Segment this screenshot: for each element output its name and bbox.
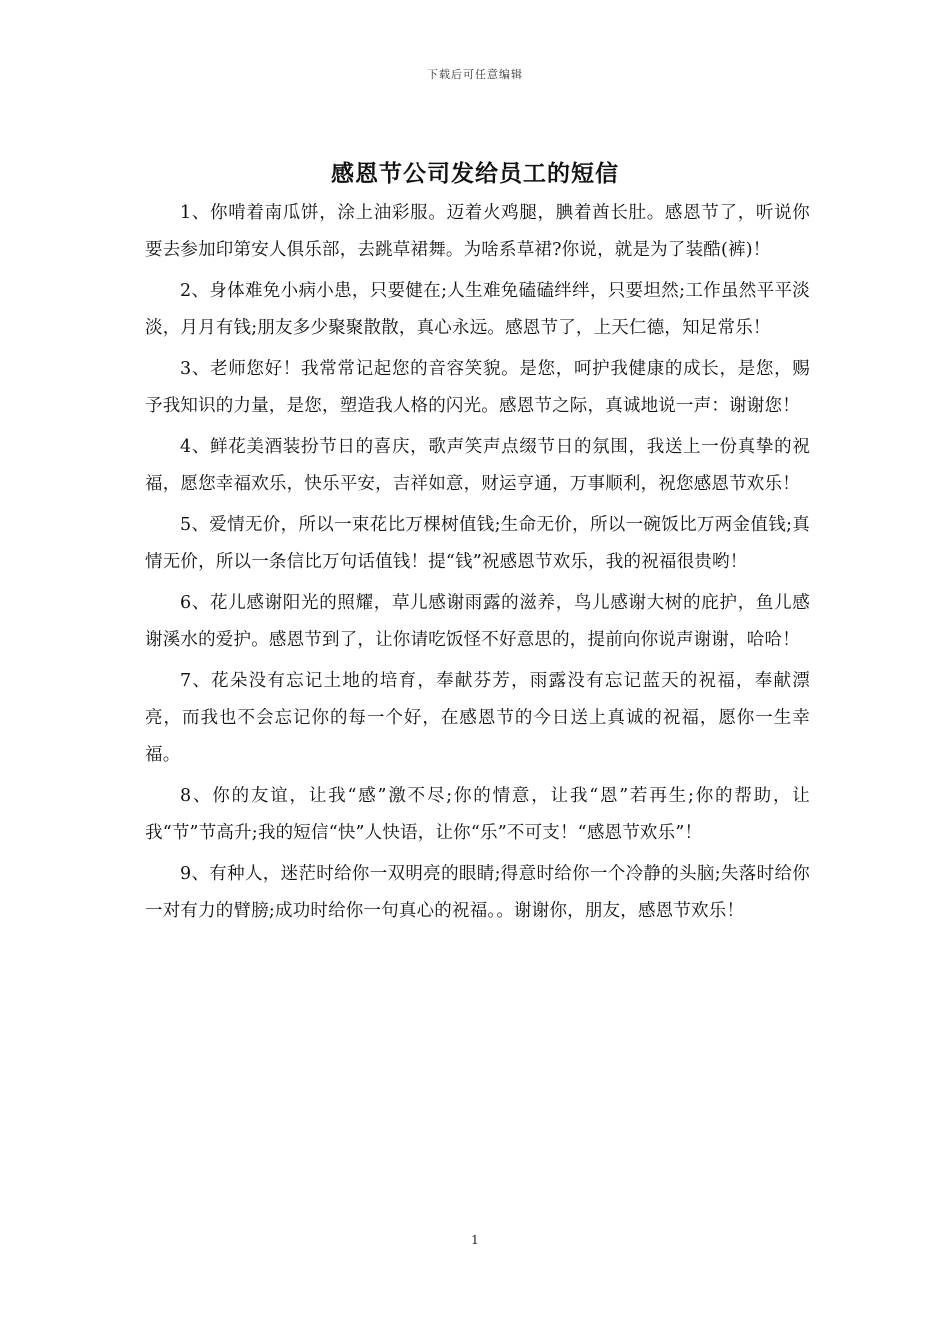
- paragraph-7: 7、花朵没有忘记土地的培育，奉献芬芳，雨露没有忘记蓝天的祝福，奉献漂亮，而我也不会忘记你的每一个好，在感恩节的今日送上真诚的祝福，愿你一生幸福。: [145, 671, 810, 765]
- document-body: [145, 195, 810, 934]
- paragraph-3: 3、老师您好！我常常记起您的音容笑貌。是您，呵护我健康的成长，是您，赐予我知识的力量，是您，塑造我人格的闪光。感恩节之际，真诚地说一声：谢谢您！: [145, 359, 810, 416]
- paragraph-1: 1、你啃着南瓜饼，涂上油彩服。迈着火鸡腿，腆着酋长肚。感恩节了，听说你要去参加印第安人俱乐部，去跳草裙舞。为啥系草裙?你说，就是为了装酷(裤)！: [145, 203, 810, 260]
- page-number: 1: [471, 1233, 479, 1247]
- paragraph-2: 2、身体难免小病小患，只要健在;人生难免磕磕绊绊，只要坦然;工作虽然平平淡淡，月月有钱;朋友多少聚聚散散，真心永远。感恩节了，上天仁德，知足常乐！: [145, 281, 810, 338]
- paragraph-8: 8、你的友谊，让我“感”激不尽;你的情意，让我“恩”若再生;你的帮助，让我“节”节高升;我的短信“快”人快语，让你“乐”不可支！“感恩节欢乐”！: [145, 786, 810, 843]
- paragraph-5: 5、爱情无价，所以一束花比万棵树值钱;生命无价，所以一碗饭比万两金值钱;真情无价，所以一条信比万句话值钱！提“钱”祝感恩节欢乐，我的祝福很贵哟！: [145, 515, 810, 572]
- page-header: 下载后可任意编辑: [427, 68, 523, 81]
- paragraph-6: 6、花儿感谢阳光的照耀，草儿感谢雨露的滋养，鸟儿感谢大树的庇护，鱼儿感谢溪水的爱护。感恩节到了，让你请吃饭怪不好意思的，提前向你说声谢谢，哈哈！: [145, 593, 810, 650]
- paragraph-9: 9、有种人，迷茫时给你一双明亮的眼睛;得意时给你一个冷静的头脑;失落时给你一对有力的臂膀;成功时给你一句真心的祝福。。谢谢你，朋友，感恩节欢乐！: [145, 864, 810, 921]
- document-title: 感恩节公司发给员工的短信: [331, 160, 619, 187]
- paragraph-4: 4、鲜花美酒装扮节日的喜庆，歌声笑声点缀节日的氛围，我送上一份真挚的祝福，愿您幸福欢乐，快乐平安，吉祥如意，财运亨通，万事顺利，祝您感恩节欢乐！: [145, 437, 810, 494]
